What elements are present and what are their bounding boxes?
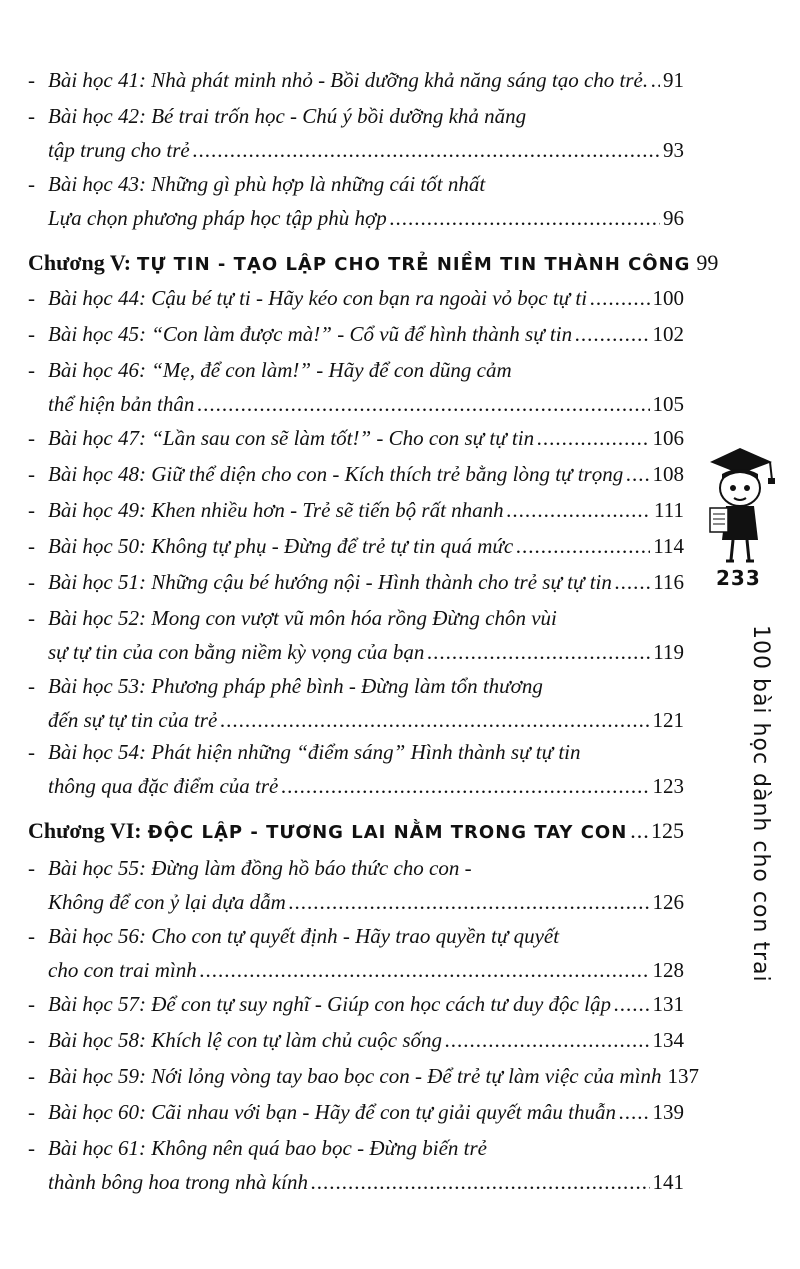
toc-entry-line [28,958,684,992]
toc-entry-line [28,392,684,426]
list-bullet: - [28,1064,35,1088]
toc-entry-line [28,426,684,460]
dot-leader [575,322,649,347]
toc-entry-line [28,358,684,392]
toc-page-number: 137 [667,1064,699,1088]
list-bullet: - [28,534,35,558]
dot-leader [445,1028,649,1053]
toc-page-number: 121 [652,708,684,732]
toc-entry-text: tập trung cho trẻ [48,138,190,162]
toc-entry-text: thông qua đặc điểm của trẻ [48,774,279,798]
toc-entry-line [28,924,684,958]
toc-page-number: 141 [652,1170,684,1194]
toc-entry [28,286,684,320]
toc-entry-text: Bài học 56: Cho con tự quyết định - Hãy trao quyền tự quyết [48,924,560,948]
dot-leader [651,68,660,93]
list-bullet: - [28,426,35,450]
toc-entry-line [28,774,684,808]
toc-entry-line [28,172,684,206]
toc-entry-text: Bài học 60: Cãi nhau với bạn - Hãy để con tự giải quyết mâu thuẫn [48,1100,616,1124]
dot-leader [197,392,649,417]
list-bullet: - [28,924,35,948]
toc-page-number: 105 [652,392,684,416]
book-title-vertical: 100 bài học dành cho con trai [748,625,773,983]
toc-page-number: 91 [663,68,684,92]
toc-entry [28,674,684,742]
toc-page-number: 131 [652,992,684,1016]
toc-entry [28,606,684,674]
toc-entry-line [28,640,684,674]
toc-entry-line [28,708,684,742]
dot-leader [289,890,650,915]
toc-entry-line [28,570,684,604]
toc-entry [28,322,684,356]
dot-leader [590,286,649,311]
dot-leader [281,774,649,799]
toc-entry-text: Bài học 58: Khích lệ con tự làm chủ cuộc sống [48,1028,443,1052]
list-bullet: - [28,606,35,630]
toc-entry-line [28,498,684,532]
toc-entry-text: Bài học 55: Đừng làm đồng hồ báo thức cho con - [48,856,472,880]
toc-entry [28,68,684,102]
toc-entry-line [28,606,684,640]
dot-leader [619,1100,650,1125]
dot-leader [311,1170,650,1195]
toc-page-number: 134 [652,1028,684,1052]
dot-leader [626,462,649,487]
chapter-title: ĐỘC LẬP - TƯƠNG LAI NẰM TRONG TAY CON [147,822,628,843]
toc-page-number: 111 [654,498,684,522]
dot-leader [507,498,651,523]
toc-entry-text: thể hiện bản thân [48,392,195,416]
toc-entry-text: Bài học 59: Nới lỏng vòng tay bao bọc con - Để trẻ tự làm việc của mình [48,1064,662,1088]
toc-page-number: 119 [653,640,684,664]
list-bullet: - [28,498,35,522]
toc-entry-line [28,138,684,172]
dot-leader [200,958,650,983]
toc-entry-text: Không để con ỷ lại dựa dẫm [48,890,286,914]
toc-page-number: 128 [652,958,684,982]
toc-entry-text: Bài học 47: “Lần sau con sẽ làm tốt!” - Cho con sự tự tin [48,426,535,450]
list-bullet: - [28,856,35,880]
toc-page-number: 126 [652,890,684,914]
list-bullet: - [28,286,35,310]
toc-entry-text: Bài học 45: “Con làm được mà!” - Cổ vũ để hình thành sự tin [48,322,573,346]
list-bullet: - [28,992,35,1016]
toc-entry [28,534,684,568]
list-bullet: - [28,570,35,594]
toc-entry [28,426,684,460]
list-bullet: - [28,1100,35,1124]
toc-page-number: 123 [652,774,684,798]
chapter-heading [28,818,684,852]
list-bullet: - [28,462,35,486]
chapter-page-number: 99 [696,250,719,275]
list-bullet: - [28,322,35,346]
toc-entry [28,924,684,992]
toc-entry-text: Bài học 42: Bé trai trốn học - Chú ý bồi dưỡng khả năng [48,104,527,128]
dot-leader [193,138,660,163]
list-bullet: - [28,358,35,382]
dot-leader [220,708,649,733]
toc-page-number: 116 [653,570,684,594]
toc-entry [28,104,684,172]
list-bullet: - [28,172,35,196]
toc-entry-line [28,322,684,356]
toc-entry-text: Bài học 54: Phát hiện những “điểm sáng” Hình thành sự tự tin [48,740,581,764]
toc-entry-line [28,1028,684,1062]
toc-entry-line [28,1136,684,1170]
toc-entry [28,570,684,604]
toc-entry [28,1028,684,1062]
dot-leader [390,206,660,231]
toc-entry-text: Bài học 53: Phương pháp phê bình - Đừng làm tổn thương [48,674,543,698]
graduate-boy-illustration [700,440,780,570]
toc-entry [28,1064,699,1098]
toc-entry-text: cho con trai mình [48,958,197,982]
list-bullet: - [28,1136,35,1160]
toc-entry [28,358,684,426]
toc-entry [28,462,684,496]
list-bullet: - [28,68,35,92]
toc-entry-text: Bài học 52: Mong con vượt vũ môn hóa rồng Đừng chôn vùi [48,606,557,630]
dot-leader [537,426,649,451]
toc-entry-text: đến sự tự tin của trẻ [48,708,218,732]
toc-entry [28,498,684,532]
toc-page-number: 96 [663,206,684,230]
toc-page-number: 114 [653,534,684,558]
toc-page-number: 93 [663,138,684,162]
toc-page-number: 102 [652,322,684,346]
chapter-label: Chương VI: [28,818,142,843]
dot-leader [630,818,648,844]
toc-page-number: 100 [652,286,684,310]
toc-entry-text: Bài học 57: Để con tự suy nghĩ - Giúp con học cách tư duy độc lập [48,992,611,1016]
toc-entry-text: Bài học 61: Không nên quá bao bọc - Đừng biến trẻ [48,1136,487,1160]
toc-entry-text: Bài học 41: Nhà phát minh nhỏ - Bồi dưỡng khả năng sáng tạo cho trẻ. [48,68,649,92]
toc-entry-line [28,740,684,774]
dot-leader [615,570,650,595]
toc-entry-text: Bài học 48: Giữ thể diện cho con - Kích thích trẻ bằng lòng tự trọng [48,462,624,486]
toc-entry-line [28,286,684,320]
toc-entry-line [28,206,684,240]
toc-entry-text: Bài học 43: Những gì phù hợp là những cái tốt nhất [48,172,486,196]
toc-entry-line [28,68,684,102]
toc-entry [28,172,684,240]
toc-entry [28,1100,684,1134]
toc-entry-line [28,992,684,1026]
toc-entry-text: Bài học 50: Không tự phụ - Đừng để trẻ tự tin quá mức [48,534,514,558]
toc-entry [28,992,684,1026]
dot-leader [614,992,650,1017]
toc-entry-line [28,462,684,496]
dot-leader [427,640,650,665]
toc-entry [28,856,684,924]
toc-entry-line [28,674,684,708]
chapter-page-number: 125 [651,818,684,843]
toc-entry-line [28,534,684,568]
toc-entry-text: Bài học 46: “Mẹ, để con làm!” - Hãy để con dũng cảm [48,358,512,382]
toc-entry-text: sự tự tin của con bằng niềm kỳ vọng của bạn [48,640,425,664]
toc-entry-line [28,890,684,924]
page-number: 233 [716,566,761,590]
toc-entry-text: Bài học 51: Những cậu bé hướng nội - Hình thành cho trẻ sự tự tin [48,570,612,594]
list-bullet: - [28,1028,35,1052]
chapter-label: Chương V: [28,250,132,275]
toc-page-number: 139 [652,1100,684,1124]
toc-entry [28,740,684,808]
toc-entry-text: Lựa chọn phương pháp học tập phù hợp [48,206,387,230]
list-bullet: - [28,674,35,698]
toc-entry-line [28,856,684,890]
toc-entry [28,1136,684,1204]
list-bullet: - [28,104,35,128]
chapter-title: TỰ TIN - TẠO LẬP CHO TRẺ NIỀM TIN THÀNH CÔNG [137,254,691,275]
toc-entry-line [28,1064,699,1098]
toc-entry-text: thành bông hoa trong nhà kính [48,1170,308,1194]
toc-entry-line [28,1170,684,1204]
dot-leader [516,534,650,559]
list-bullet: - [28,740,35,764]
toc-page-number: 108 [652,462,684,486]
toc-entry-line [28,1100,684,1134]
chapter-heading [28,250,719,284]
toc-entry-line [28,104,684,138]
toc-page-number: 106 [652,426,684,450]
toc-entry-text: Bài học 44: Cậu bé tự ti - Hãy kéo con bạn ra ngoài vỏ bọc tự ti [48,286,588,310]
toc-entry-text: Bài học 49: Khen nhiều hơn - Trẻ sẽ tiến bộ rất nhanh [48,498,504,522]
